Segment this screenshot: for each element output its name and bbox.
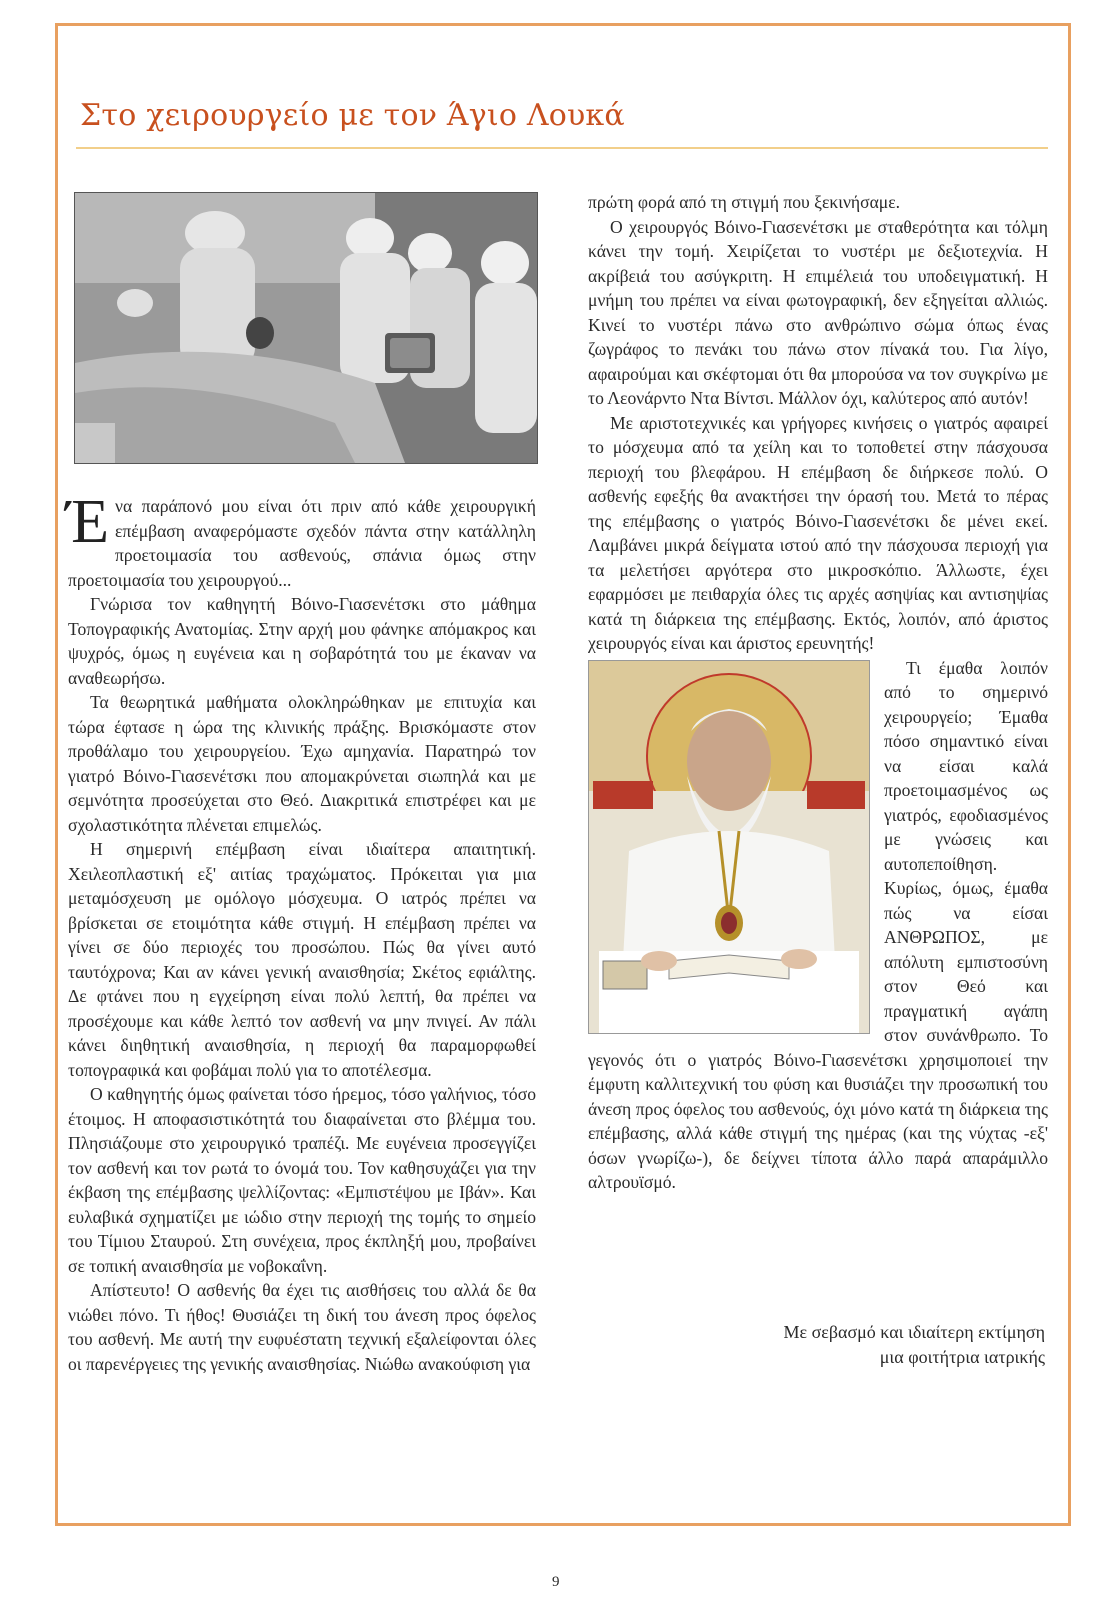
paragraph-1-text: να παράπονό μου είναι ότι πριν από κάθε χειρουργική επέμβαση αναφερόμαστε σχεδόν πάντα στην κατάλληλη προετοιμασία του ασθενούς, σπάνια όμως στην προετοιμασία του χειρουργού... — [68, 496, 536, 590]
paragraph-5: Ο καθηγητής όμως φαίνεται τόσο ήρεμος, τόσο γαλήνιος, τόσο έτοιμος. Η αποφασιστικότητά του διαφαίνεται στο βλέμμα του. Πλησιάζουμε στο χειρουργικό τραπέζι. Με ευγένεια προσεγγίζει τον ασθενή και τον ρωτά το όνομά του. Τον καθησυχάζει για την έκβαση της επέμβασης ψελλίζοντας: «Εμπιστέψου με Ιβάν». Και ευλαβικά σχηματίζει με ιώδιο στην περιοχή της τομής το σημείο του Τίμιου Σταυρού. Στη συνέχεια, προς έκπληξή μου, προβαίνει σε τοπική αναισθησία με νοβοκαΐνη. — [68, 1084, 536, 1276]
signature-line-1: Με σεβασμό και ιδιαίτερη εκτίμηση — [783, 1322, 1045, 1342]
paragraph-6: Απίστευτο! Ο ασθενής θα έχει τις αισθήσεις του αλλά δε θα νιώθει πόνο. Τι ήθος! Θυσιάζει τη δική του άνεση προς όφελος του ασθενή. Με αυτή την ευφυέστατη τεχνική εξαλείφονται όλες οι παρενέργειες της γενικής αναισθησίας. Νιώθω ανακούφιση για — [68, 1280, 536, 1374]
article-column-right — [588, 190, 1048, 1195]
signature-line-2: μια φοιτήτρια ιατρικής — [879, 1347, 1045, 1367]
paragraph-4: Η σημερινή επέμβαση είναι ιδιαίτερα απαιτητική. Χειλεοπλαστική εξ' αιτίας τραχώματος. Πρόκειται για μια μεταμόσχευση με ομόλογο μόσχευμα. Ο ιατρός πρέπει να βρίσκεται σε ετοιμότητα κάθε στιγμή. Η επέμβαση πρέπει να γίνει σε δύο περιοχές του προσώπου. Πώς θα γίνει αυτό ταυτόχρονα; Και αν κάνει γενική αναισθησία; Σκέτος εφιάλτης. Δε φτάνει που η εγχείρηση είναι πολύ λεπτή, θα πρέπει να προσέχουμε και κάθε λεπτό τον ασθενή να μην πνιγεί. Αν πάλι κάνει διηθητική αναισθησία, η περιοχή θα παραμορφωθεί τοπογραφικά και φοβάμαι πολύ για το αποτέλεσμα. — [68, 839, 536, 1080]
article-column-left — [66, 488, 536, 1376]
paragraph-2: Γνώρισα τον καθηγητή Βόινο-Γιασενέτσκι στο μάθημα Τοπογραφικής Ανατομίας. Στην αρχή μου φάνηκε απόμακρος και ψυχρός, όμως η ευγένεια και η σοβαρότητά του με έκαναν να αναθεωρήσω. — [68, 594, 536, 688]
page-number: 9 — [552, 1574, 560, 1590]
paragraph-9: Με αριστοτεχνικές και γρήγορες κινήσεις ο γιατρός αφαιρεί το μόσχευμα από τα χείλη και το τοποθετεί στην πάσχουσα περιοχή του βλεφάρου. Η επέμβαση δε διήρκεσε πολύ. Ο ασθενής εφεξής θα ανακτήσει την όρασή του. Μετά το πέρας της επέμβασης ο γιατρός Βόινο-Γιασενέτσκι δε μένει εκεί. Λαμβάνει μικρά δείγματα ιστού από την πάσχουσα περιοχή για τα μελετήσει αργότερα στο μικροσκόπιο. Άλλωστε, έχει εφαρμόσει με πειθαρχία όλες τις αρχές ασηψίας και αντισηψίας κατά τη διάρκεια της επέμβασης. Εκτός, λοιπόν, από άριστος χειρουργός είναι και άριστος ερευνητής! — [588, 412, 1048, 653]
paragraph-3: Τα θεωρητικά μαθήματα ολοκληρώθηκαν με επιτυχία και τώρα έφτασε η ώρα της κλινικής πράξης. Βρισκόμαστε στον προθάλαμο του χειρουργείου. Έχω αμηχανία. Παρατηρώ τον γιατρό Βόινο-Γιασενέτσκι που απομακρύνεται σιωπηλά και με σεμνότητα προσεύχεται στο Θεό. Διακριτικά επιστρέφει και με σχολαστικότητα πλένεται επιμελώς. — [68, 692, 536, 835]
signature — [784, 1320, 1045, 1370]
paragraph-10: Τι έμαθα λοιπόν από το σημερινό χειρουργείο; Έμαθα πόσο σημαντικό είναι να είσαι καλά προετοιμασμένος ως γιατρός, εφοδιασμένος με γνώσεις και αυτοπεποίθηση. Κυρίως, όμως, έμαθα πώς να είσαι ΑΝΘΡΩΠΟΣ, με απόλυτη εμπιστοσύνη στον Θεό και πραγματική αγάπη στον συνάνθρωπο. Το γεγονός ότι ο γιατρός Βόινο-Γιασενέτσκι χρησιμοποιεί την έμφυτη καλλιτεχνική του φύση και θυσιάζει την προσωπική του άνεση προς όφελος του ασθενούς, όχι μόνο κατά τη διάρκεια της επέμβασης, αλλά κάθε στιγμή της ημέρας (και της νύχτας -εξ' όσων γνωρίζω-), δε δείχνει τίποτα άλλο παρά απαράμιλλο αλτρουϊσμό. — [588, 657, 1048, 1192]
drop-cap: Έ — [66, 488, 110, 556]
paragraph-8: Ο χειρουργός Βόινο-Γιασενέτσκι με σταθερότητα και τόλμη κάνει την τομή. Χειρίζεται το νυστέρι με δεξιοτεχνία. Η ακρίβειά του ασύγκριτη. Η επιμέλειά του υποδειγματική. Η μνήμη του πρέπει να είναι φωτογραφική, δεν εξηγείται αλλιώς. Κινεί το νυστέρι πάνω στο ανθρώπινο σώμα όπως ένας ζωγράφος το πενάκι του πάνω στον πίνακά του. Για λίγο, αφαιρούμαι και σκέφτομαι ότι θα μπορούσα να τον συγκρίνω με το Λεονάρντο Ντα Βίντσι. Μάλλον όχι, καλύτερος από αυτόν! — [588, 216, 1048, 408]
paragraph-7: πρώτη φορά από τη στιγμή που ξεκινήσαμε. — [588, 192, 901, 212]
paragraph-1 — [66, 488, 536, 592]
title-rule — [76, 147, 1048, 149]
saint-luke-icon-image — [588, 660, 870, 1034]
surgery-photo — [74, 192, 538, 464]
article-title: Στο χειρουργείο με τον Άγιο Λουκά — [80, 98, 625, 133]
